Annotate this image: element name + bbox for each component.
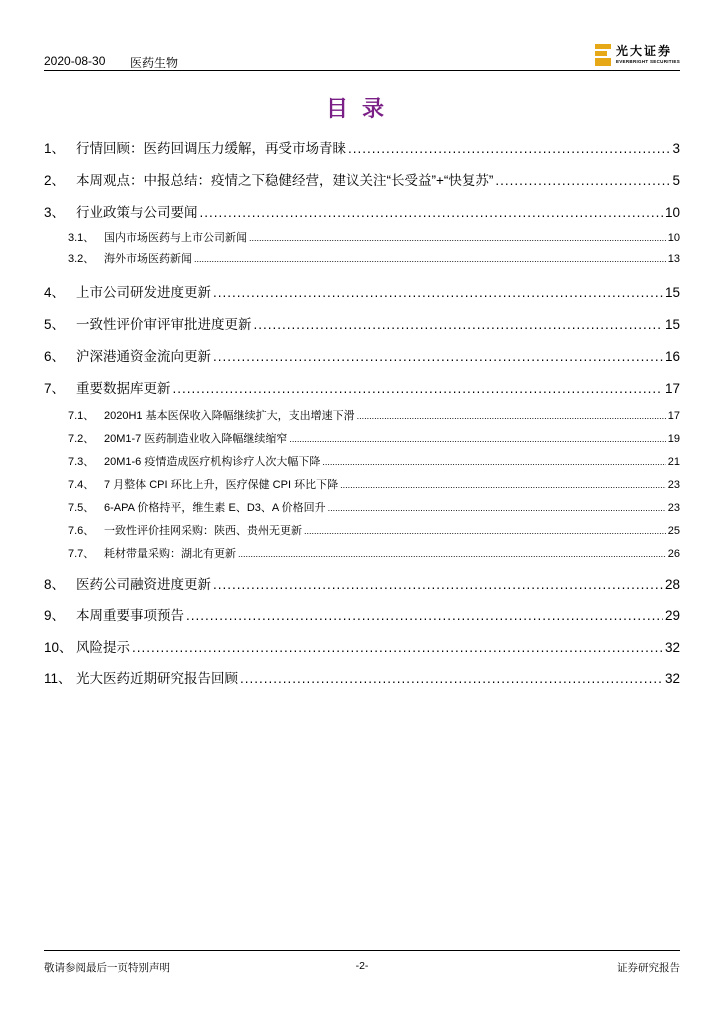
- toc-entry-page: 13: [667, 253, 680, 265]
- toc-entry-title: 风险提示: [76, 640, 130, 655]
- toc-entry-page: 23: [667, 502, 680, 514]
- logo-mark-icon: [595, 44, 611, 66]
- toc-dot-leader: [213, 577, 663, 592]
- toc-entry-page: 21: [667, 456, 680, 468]
- toc-entry-page: 10: [664, 205, 680, 220]
- toc-dot-leader: [348, 141, 670, 156]
- toc-entry-title: 20M1-6 疫情造成医疗机构诊疗人次大幅下降: [104, 456, 321, 468]
- toc-entry-page: 17: [667, 410, 680, 422]
- toc-entry-number: 3、: [44, 205, 66, 220]
- toc-entry-number: 6、: [44, 349, 66, 364]
- toc-entry-title: 国内市场医药与上市公司新闻: [104, 232, 247, 244]
- toc-dot-leader: [186, 608, 663, 623]
- toc-entry[interactable]: [44, 345, 680, 365]
- logo-chinese-name: 光大证券: [615, 44, 672, 58]
- toc-entry-page: 15: [664, 285, 680, 300]
- toc-entry-page: 5: [672, 173, 680, 188]
- toc-subentry[interactable]: [44, 499, 680, 515]
- toc-dot-leader: [304, 525, 666, 537]
- header-divider: [44, 70, 680, 71]
- toc-entry-title: 本周观点：中报总结：疫情之下稳健经营，建议关注“长受益”+“快复苏”: [76, 173, 494, 188]
- toc-entry-number: 3.1、: [68, 232, 95, 244]
- toc-entry[interactable]: [44, 169, 680, 189]
- toc-entry-number: 7.1、: [68, 410, 95, 422]
- toc-dot-leader: [495, 173, 670, 188]
- toc-entry-number: 10、: [44, 640, 73, 655]
- toc-entry-number: 4、: [44, 285, 66, 300]
- toc-entry-title: 耗材带量采购：湖北有更新: [104, 548, 236, 560]
- toc-entry-number: 7.2、: [68, 433, 95, 445]
- toc-entry-number: 7.3、: [68, 456, 95, 468]
- toc-entry-title: 沪深港通资金流向更新: [76, 349, 211, 364]
- toc-entry-title: 6-APA 价格持平，维生素 E、D3、A 价格回升: [104, 502, 326, 514]
- toc-dot-leader: [249, 232, 666, 244]
- toc-entry-page: 26: [667, 548, 680, 560]
- toc-entry-page: 25: [667, 525, 680, 537]
- toc-subentry[interactable]: [44, 545, 680, 561]
- toc-entry-title: 行情回顾：医药回调压力缓解，再受市场青睐: [76, 141, 346, 156]
- page-number: -2-: [355, 960, 369, 972]
- toc-entry-page: 29: [664, 608, 680, 623]
- toc-dot-leader: [289, 433, 665, 445]
- toc-entry-title: 光大医药近期研究报告回顾: [76, 671, 238, 686]
- toc-entry-page: 17: [664, 381, 680, 396]
- toc-entry[interactable]: [44, 573, 680, 593]
- toc-entry-number: 2、: [44, 173, 66, 188]
- toc-dot-leader: [357, 410, 666, 422]
- toc-subentry[interactable]: [44, 430, 680, 446]
- toc-entry-page: 3: [672, 141, 680, 156]
- toc-entry-number: 7.7、: [68, 548, 95, 560]
- toc-entry-page: 23: [667, 479, 680, 491]
- toc-entry[interactable]: [44, 377, 680, 397]
- toc-entry-page: 32: [664, 640, 680, 655]
- toc-entry-page: 19: [667, 433, 680, 445]
- toc-subentry[interactable]: [44, 407, 680, 423]
- toc-dot-leader: [173, 381, 663, 396]
- toc-entry-title: 20M1-7 医药制造业收入降幅继续缩窄: [104, 433, 288, 445]
- toc-entry[interactable]: [44, 604, 680, 624]
- toc-entry-title: 海外市场医药新闻: [104, 253, 192, 265]
- toc-entry-number: 5、: [44, 317, 66, 332]
- logo-english-name: EVERBRIGHT SECURITIES: [615, 59, 680, 64]
- toc-dot-leader: [132, 640, 663, 655]
- footer-divider: [44, 950, 680, 951]
- toc-entry[interactable]: [44, 137, 680, 157]
- company-logo: [595, 44, 680, 70]
- toc-dot-leader: [328, 502, 666, 514]
- footer-disclaimer: 敬请参阅最后一页特别声明: [44, 962, 170, 974]
- toc-entry[interactable]: [44, 636, 680, 656]
- toc-entry[interactable]: [44, 201, 680, 221]
- toc-dot-leader: [194, 253, 666, 265]
- toc-entry-number: 11、: [44, 671, 72, 686]
- toc-subentry[interactable]: [44, 476, 680, 492]
- toc-dot-leader: [240, 671, 663, 686]
- toc-entry-title: 一致性评价挂网采购：陕西、贵州无更新: [104, 525, 302, 537]
- toc-dot-leader: [200, 205, 663, 220]
- toc-entry[interactable]: [44, 667, 680, 687]
- toc-subentry[interactable]: [44, 453, 680, 469]
- toc-entry-title: 医药公司融资进度更新: [76, 577, 211, 592]
- toc-entry-number: 3.2、: [68, 253, 95, 265]
- page-header: [44, 40, 680, 70]
- toc-entry-page: 15: [664, 317, 680, 332]
- toc-entry-title: 7 月整体 CPI 环比上升，医疗保健 CPI 环比下降: [104, 479, 339, 491]
- toc-entry-title: 本周重要事项预告: [76, 608, 184, 623]
- toc-entry-number: 7.6、: [68, 525, 95, 537]
- toc-subentry[interactable]: [44, 522, 680, 538]
- toc-entry-page: 28: [664, 577, 680, 592]
- toc-dot-leader: [213, 285, 663, 300]
- page-footer: [44, 950, 680, 974]
- toc-dot-leader: [238, 548, 666, 560]
- toc-dot-leader: [322, 456, 665, 468]
- toc-entry[interactable]: [44, 313, 680, 333]
- toc-entry-title: 上市公司研发进度更新: [76, 285, 211, 300]
- toc-title: 目录: [325, 96, 398, 122]
- toc-entry-title: 行业政策与公司要闻: [76, 205, 198, 220]
- toc-entry-number: 8、: [44, 577, 66, 592]
- report-category: 医药生物: [130, 56, 179, 70]
- toc-entry-title: 一致性评价审评审批进度更新: [76, 317, 252, 332]
- toc-subentry[interactable]: [44, 250, 680, 266]
- toc-entry-number: 7.5、: [68, 502, 95, 514]
- toc-entry-title: 2020H1 基本医保收入降幅继续扩大，支出增速下滑: [104, 410, 355, 422]
- toc-entry[interactable]: [44, 281, 680, 301]
- toc-entry-title: 重要数据库更新: [76, 381, 171, 396]
- toc-entry-number: 7.4、: [68, 479, 95, 491]
- toc-entry-page: 32: [664, 671, 680, 686]
- footer-report-type: 证券研究报告: [617, 962, 680, 974]
- report-date: 2020-08-30: [44, 54, 106, 68]
- toc-dot-leader: [340, 479, 666, 491]
- toc-subentry[interactable]: [44, 229, 680, 245]
- toc-entry-page: 10: [667, 232, 680, 244]
- toc-entry-page: 16: [664, 349, 680, 364]
- toc-entry-number: 7、: [44, 381, 66, 396]
- toc-dot-leader: [213, 349, 663, 364]
- toc-dot-leader: [254, 317, 663, 332]
- toc-entry-number: 9、: [44, 608, 66, 623]
- toc-entry-number: 1、: [44, 141, 66, 156]
